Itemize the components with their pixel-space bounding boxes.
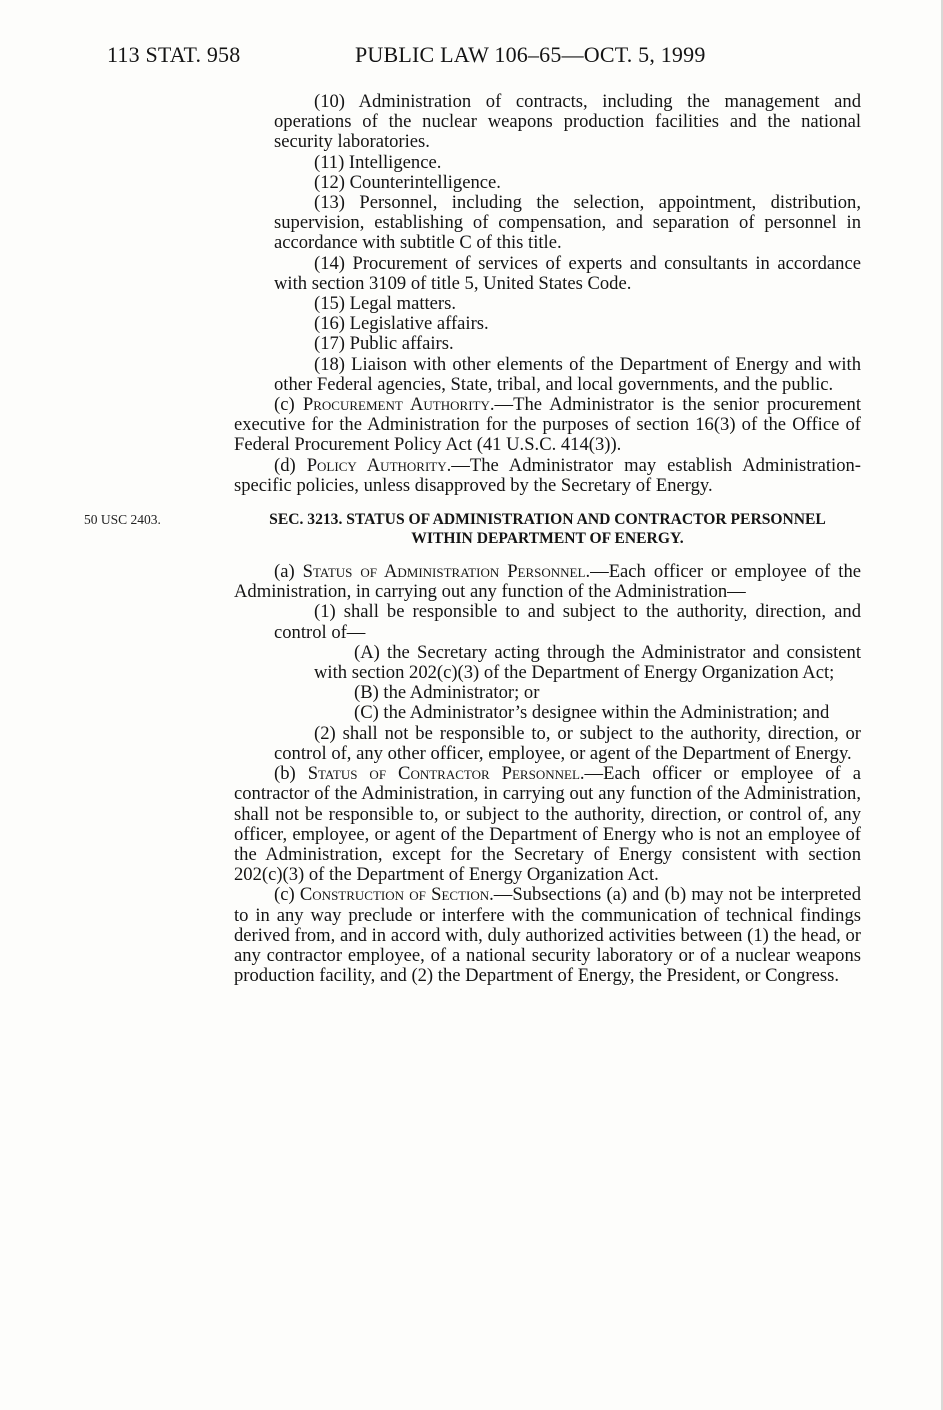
subsection-b-status-contractor-personnel [234, 764, 861, 885]
subsection-c2-prefix: (c) [274, 884, 300, 906]
subsection-b-prefix: (b) [274, 763, 308, 785]
subparagraph-a-A: (A) the Secretary acting through the Administrator and consistent with section 202(c)(3) of the Department of Energy Organization Act; [314, 641, 861, 684]
paragraph-18: (18) Liaison with other elements of the Department of Energy and with other Federal agencies, State, tribal, and local governments, and the public. [274, 353, 861, 395]
subsection-d-caption: Policy Authority [306, 454, 447, 476]
subsection-c-procurement-authority [234, 395, 861, 456]
page-body [84, 91, 861, 987]
paragraph-14: (14) Procurement of services of experts and consultants in accordance with section 3109 of title 5, United States Code. [274, 252, 861, 294]
subsection-d-text: .—The Administrator may establish Administration-specific policies, unless disapproved by the Secretary of Energy. [234, 454, 861, 496]
statute-page-number: 113 STAT. 958 [107, 42, 241, 67]
subsection-b-caption: Status of Contractor Personnel [307, 763, 580, 785]
subsection-a-status-administration-personnel [234, 562, 861, 602]
paragraph-11: (11) Intelligence. [314, 151, 442, 173]
usc-margin-note: 50 USC 2403. [84, 512, 161, 528]
subsection-c2-text: .—Subsections (a) and (b) may not be interpreted to in any way preclude or interfere with the communication of technical findings derived from, and in accord with, duly authorized activities between (1) the head, or any contractor employee, of a national security laboratory or of a nuclear weapons production facility, and (2) the Department of Energy, the President, or Congress. [234, 884, 861, 987]
paragraph-16: (16) Legislative affairs. [314, 313, 489, 335]
subparagraph-a-C: (C) the Administrator’s designee within the Administration; and [354, 702, 830, 724]
paragraph-a2: (2) shall not be responsible to, or subject to the authority, direction, or control of, any other officer, employee, or agent of the Department of Energy. [274, 722, 861, 764]
subsection-a-text: .—Each officer or employee of the Administration, in carrying out any function of the Administration— [234, 561, 861, 603]
subsection-a-prefix: (a) [274, 561, 303, 583]
subsection-a-caption: Status of Administration Personnel [302, 561, 586, 583]
paragraph-12: (12) Counterintelligence. [314, 171, 501, 193]
subsection-d-policy-authority [234, 456, 861, 496]
paragraph-a1: (1) shall be responsible to and subject to the authority, direction, and control of— [274, 601, 861, 643]
subsection-c-text: .—The Administrator is the senior procurement executive for the Administration for the purposes of section 16(3) of the Office of Federal Procurement Policy Act (41 U.S.C. 414(3)). [234, 394, 861, 456]
section-heading: SEC. 3213. STATUS OF ADMINISTRATION AND CONTRACTOR PERSONNEL WITHIN DEPARTMENT OF ENERGY. [269, 511, 826, 548]
subsection-c2-caption: Construction of Section [299, 884, 490, 906]
subsection-c-prefix: (c) [274, 394, 303, 416]
section-heading-block [84, 510, 861, 548]
running-header-title: PUBLIC LAW 106–65—OCT. 5, 1999 [355, 42, 706, 67]
paragraph-17: (17) Public affairs. [314, 333, 454, 355]
paragraph-13: (13) Personnel, including the selection, appointment, distribution, supervision, establishing of compensation, and separation of personnel in accordance with subtitle C of this title. [274, 192, 861, 254]
subsection-d-prefix: (d) [274, 454, 307, 476]
subsection-b-text: .—Each officer or employee of a contractor of the Administration, in carrying out any function of the Administration, shall not be responsible to, or subject to the authority, direction, or control of, any officer, employee, or agent of the Department of Energy who is not an employee of the Administration, except for the Secretary of Energy consistent with section 202(c)(3) of the Department of Energy Organization Act. [234, 763, 861, 886]
subsection-c-construction-of-section [234, 885, 861, 986]
paragraph-10: (10) Administration of contracts, including the management and operations of the nuclear weapons production facilities and the national security laboratories. [274, 91, 861, 153]
subparagraph-a-B: (B) the Administrator; or [354, 682, 540, 704]
subsection-c-caption: Procurement Authority [302, 394, 490, 416]
paragraph-15: (15) Legal matters. [314, 293, 456, 315]
